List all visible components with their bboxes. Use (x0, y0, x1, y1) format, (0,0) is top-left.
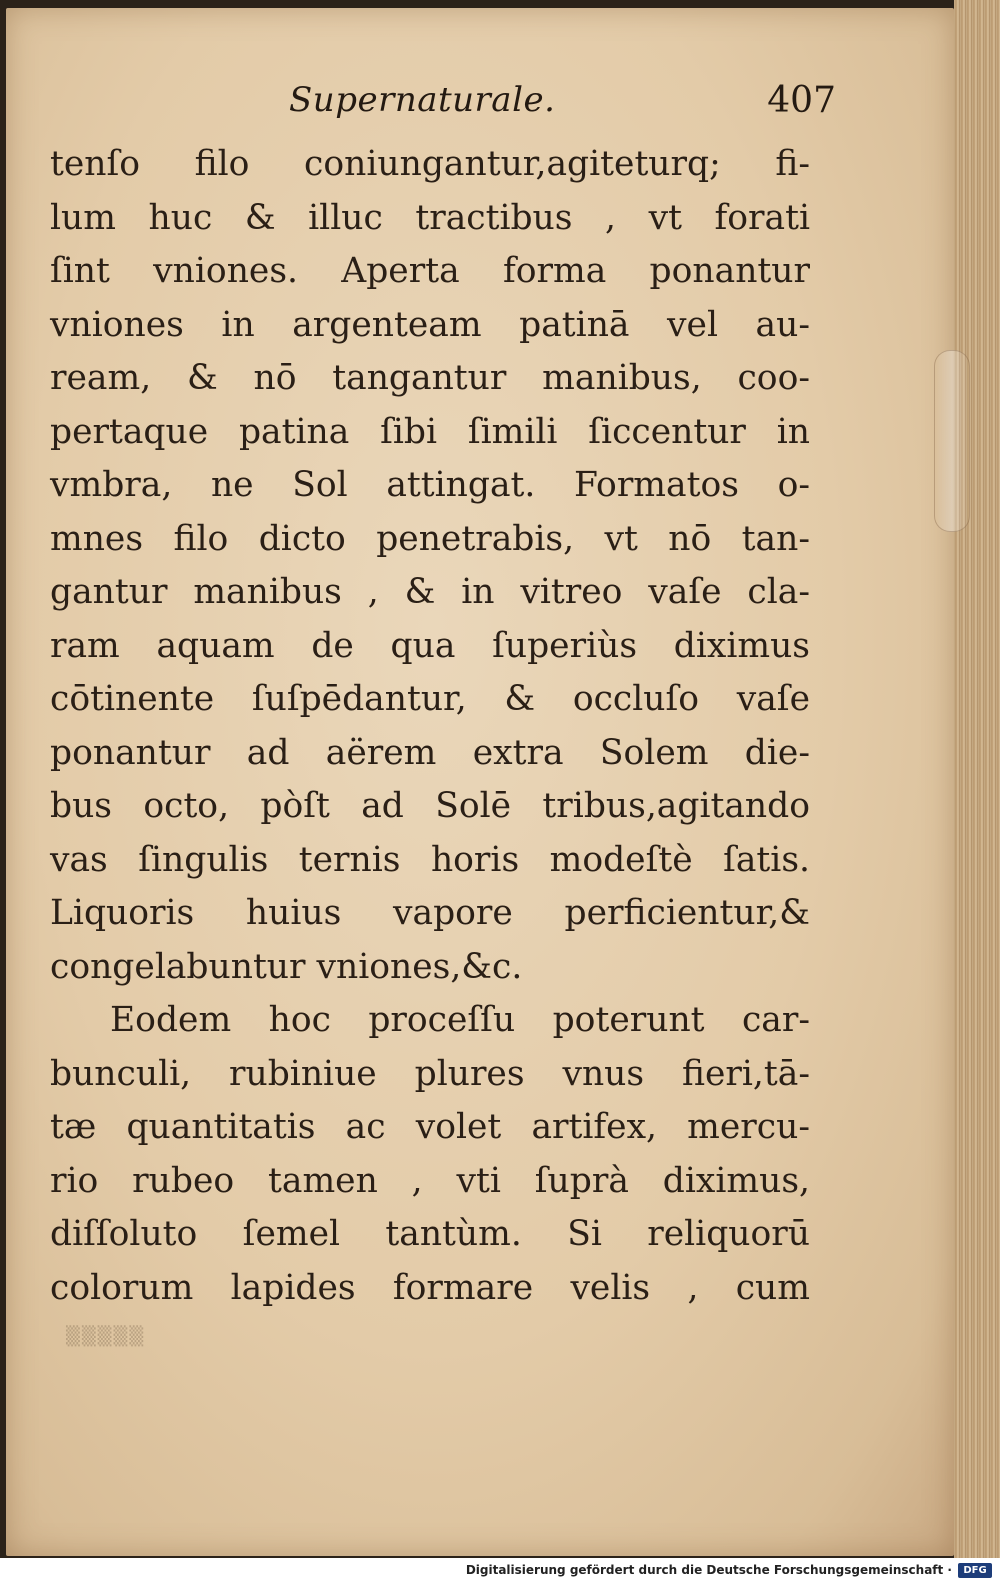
book-fore-edge (954, 0, 1000, 1560)
text-line: cōtinente ſuſpēdantur, & occluſo vaſe (50, 679, 810, 719)
paragraph-first-line: Eodem hoc proceſſu poterunt car- (110, 1000, 810, 1040)
digitization-footer (0, 1558, 1000, 1584)
text-line: Liquoris huius vapore perficientur,& (50, 893, 810, 933)
text-line: colorum lapides formare velis , cum (50, 1267, 810, 1308)
text-line: tæ quantitatis ac volet artifex, mercu- (50, 1107, 810, 1147)
text-line: tenſo filo coniungantur,agiteturq; fi- (50, 144, 810, 184)
text-line: bunculi, rubiniue plures vnus fieri,tā- (50, 1053, 810, 1094)
text-line: mnes filo dicto penetrabis, vt nō tan- (50, 518, 810, 559)
dfg-logo: DFG (958, 1563, 992, 1578)
text-line: ſint vniones. Aperta forma ponantur (50, 251, 810, 291)
page-paper (6, 8, 954, 1556)
text-line: bus octo, pòſt ad Solē tribus,agitando (50, 786, 810, 826)
digitization-credit: Digitalisierung gefördert durch die Deutsche Forschungsgemeinschaft · (465, 1563, 952, 1577)
text-line: pertaque patina ſibi ſimili ſiccentur in (50, 411, 810, 452)
running-head (46, 80, 836, 126)
text-line: ream, & nō tangantur manibus, coo- (50, 358, 810, 398)
text-line: rio rubeo tamen , vti ſuprà diximus, (50, 1160, 810, 1201)
page-number: 407 (767, 80, 836, 121)
text-line: diſſoluto ſemel tantùm. Si reliquorū (50, 1214, 810, 1254)
text-line: congelabuntur vniones,&c. (50, 946, 523, 987)
running-title: Supernaturale. (289, 80, 556, 120)
text-line: lum huc & illuc tractibus , vt forati (50, 197, 810, 238)
text-line: vas ſingulis ternis horis modeſtè ſatis. (50, 839, 810, 880)
text-line: ponantur ad aërem extra Solem die- (50, 732, 810, 773)
text-line: ram aquam de qua ſuperiùs diximus (50, 625, 810, 666)
text-line: vmbra, ne Sol attingat. Formatos o- (50, 465, 810, 505)
ink-offset-mark: ▒▒▒▒▒ (66, 1326, 146, 1347)
body-text (50, 138, 810, 1315)
text-line: gantur manibus , & in vitreo vaſe cla- (50, 572, 810, 612)
text-line: vniones in argenteam patinā vel au- (50, 304, 810, 345)
